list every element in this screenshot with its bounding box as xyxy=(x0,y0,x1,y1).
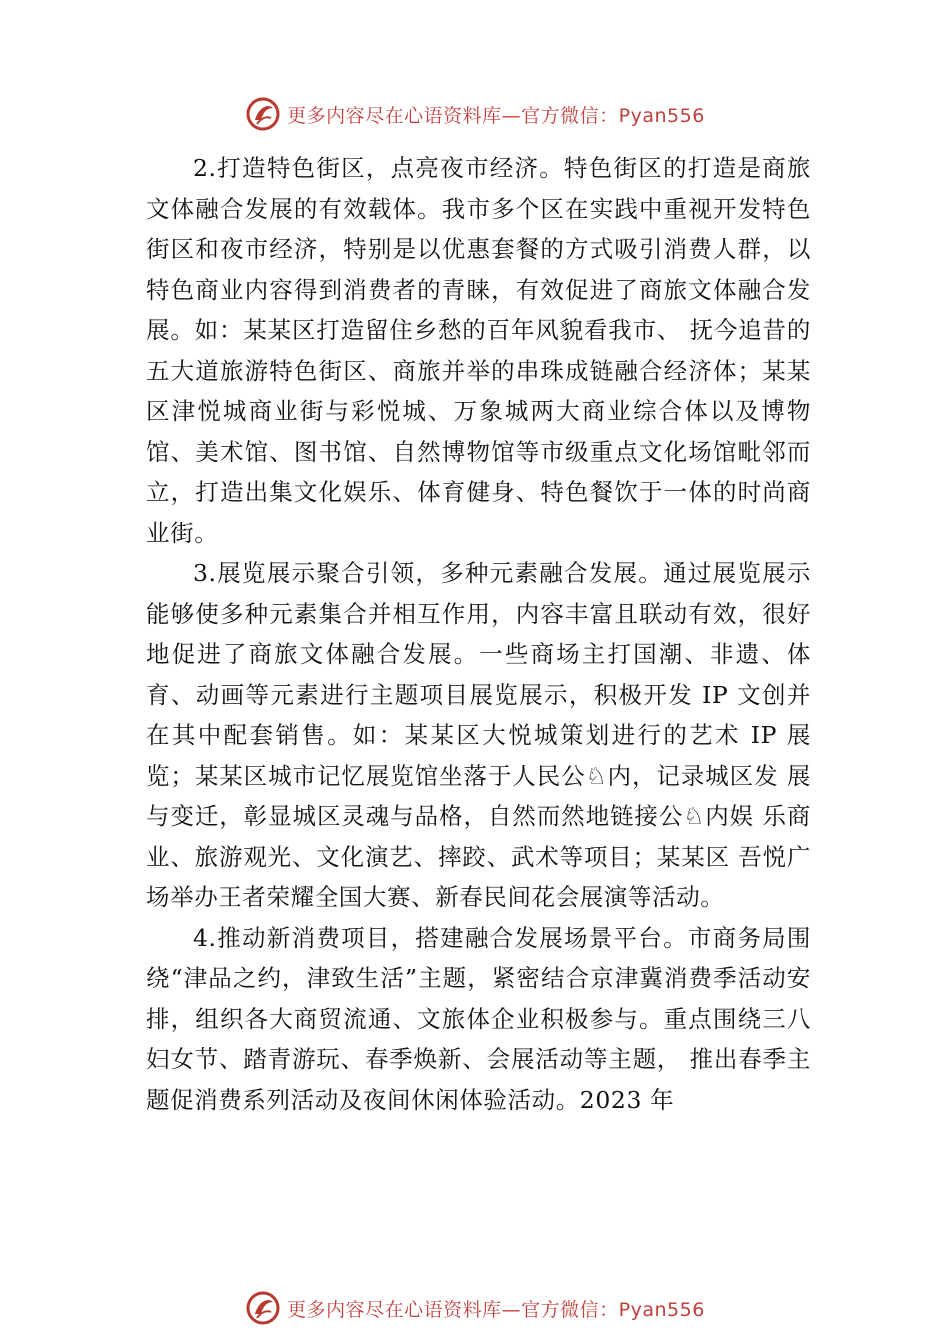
paragraph-street-districts: 2.打造特色街区，点亮夜市经济。特色街区的打造是商旅文体融合发展的有效载体。我市多个区在实践中重视开发特色街区和夜市经济，特别是以优惠套餐的方式吸引消费人群，以特色商业内容得到消费者的青睐，有效促进了商旅文体融合发展。如：某某区打造留住乡愁的百年风貌看我市、 抚今追昔的五大道旅游特色街区、商旅并举的串珠成链融合经济体；某某区津悦城商业街与彩悦城、万象城两大商业综合体以及博物馆、美术馆、图书馆、自然博物馆等市级重点文化场馆毗邻而立，打造出集文化娱乐、体育健身、特色餐饮于一体的时尚商业街。 xyxy=(146,154,811,547)
paragraph-new-consumption: 4.推动新消费项目，搭建融合发展场景平台。市商务局围绕“津品之约，津致生活”主题，紧密结合京津冀消费季活动安排，组织各大商贸流通、文旅体企业积极参与。重点围绕三八妇女节、踏青游玩、春季焕新、会展活动等主题， 推出春季主题促消费系列活动及夜间休闲体验活动。2023 年 xyxy=(146,923,811,1114)
paragraph-exhibitions: 3.展览展示聚合引领，多种元素融合发展。通过展览展示能够使多种元素集合并相互作用，内容丰富且联动有效，很好地促进了商旅文体融合发展。一些商场主打国潮、非遗、体育、动画等元素进行主题项目展览展示，积极开发 IP 文创并在其中配套销售。如：某某区大悦城策划进行的艺术 IP 展览；某某区城市记忆展览馆坐落于人民公♘内，记录城区发 展与变迁，彰显城区灵魂与品格，自然而然地链接公♘内娱 乐商业、旅游观光、文化演艺、摔跤、武术等项目；某某区 吾悦广场举办王者荣耀全国大赛、新春民间花会展演等活动。 xyxy=(146,559,811,911)
document-body xyxy=(146,148,811,1120)
flame-swirl-logo-icon xyxy=(245,96,281,132)
header-banner-text: 更多内容尽在心语资料库—官方微信：Pyan556 xyxy=(287,104,705,127)
flame-swirl-logo-icon xyxy=(245,1290,281,1326)
footer-banner xyxy=(0,1288,950,1328)
header-banner xyxy=(0,94,950,134)
footer-banner-text: 更多内容尽在心语资料库—官方微信：Pyan556 xyxy=(287,1298,705,1321)
